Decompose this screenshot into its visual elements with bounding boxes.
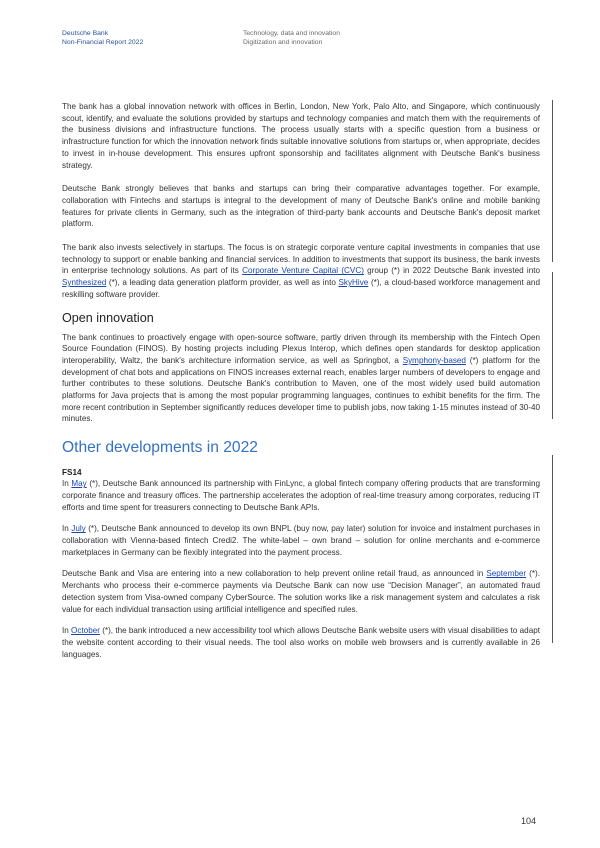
paragraph-startups: Deutsche Bank strongly believes that banks and startups can bring their comparative advantages together. For example, collaboration with Fintechs and startups is integral to the development of many of Deutsche Bank's online and mobile banking features for private clients in Germany, such as the integration of third-party bank accounts and Deutsche Bank's deposit market platform. <box>62 184 540 229</box>
subsection-title: Digitization and innovation <box>243 39 323 46</box>
paragraph-investments: The bank also invests selectively in startups. The focus is on strategic corporate venture capital investments in companies that use technology to support or enable banking and financial services. In addition to investments that support its business, the bank invests in enterprise technology solutions. As part of its Corporate Venture Capital (CVC) group (*) in 2022 Deutsche Bank invested into Synthesized (*), a leading data generation platform provider, as well as into SkyHive (*), a cloud-based workforce management and reskilling software provider. <box>62 243 540 299</box>
link-synthesized[interactable]: Synthesized <box>62 278 107 288</box>
change-bar <box>552 100 553 262</box>
page-number: 104 <box>521 816 537 826</box>
heading-open-innovation: Open innovation <box>62 310 154 325</box>
link-may[interactable]: May <box>71 479 87 489</box>
paragraph-october: In October (*), the bank introduced a new accessibility tool which allows Deutsche Bank website users with visual disabilities to adapt the website content according to their visual needs. The tool also works on mobile web browsers and is currently available in 26 languages. <box>62 626 540 659</box>
fs14-tag: FS14 <box>62 468 82 478</box>
link-corporate-venture-capital[interactable]: Corporate Venture Capital (CVC) <box>242 266 364 276</box>
change-bar <box>552 455 553 643</box>
link-october[interactable]: October <box>71 626 100 636</box>
paragraph-open-source: The bank continues to proactively engage with open-source software, partly driven through its membership with the Fintech Open Source Foundation (FINOS). By hosting projects including Plexus Interop, which defines open standards for desktop application interoperability, Waltz, the bank's architecture information service, as well as Springbot, a Symphony-based (*) platform for the development of chat bots and applications on FINOS increases external reach, enables larger numbers of developers to engage and further contributes to these solutions. Deutsche Bank's contribution to Maven, one of the most widely used build automation platforms for Java projects that is among the most popular programming languages, continues to exhibit benefits for the firm. The more recent contribution in September significantly reduces developer time to publish jobs, now taking 1-15 minutes instead of 30-40 minutes. <box>62 332 540 424</box>
company-name: Deutsche Bank <box>62 30 109 37</box>
link-july[interactable]: July <box>71 524 86 534</box>
link-skyhive[interactable]: SkyHive <box>338 278 369 288</box>
paragraph-july: In July (*), Deutsche Bank announced to develop its own BNPL (buy now, pay later) solution for invoice and instalment purchases in collaboration with Vienna-based fintech Credi2. The white-label – own brand – solution for online merchants and e-commerce marketplaces in Germany can be flexibly integrated into the payment process. <box>62 524 540 557</box>
link-september[interactable]: September <box>486 569 527 579</box>
report-header <box>62 29 143 47</box>
change-bar <box>552 272 553 419</box>
section-header <box>243 29 340 47</box>
section-title: Technology, data and innovation <box>243 30 340 37</box>
main-content <box>62 101 540 660</box>
paragraph-september: Deutsche Bank and Visa are entering into a new collaboration to help prevent online retail fraud, as announced in September (*). Merchants who process their e-commerce payments via Deutsche Bank can now use “Decision Manager”, an automated fraud detection system from Visa-owned company CyberSource. The solution works like a risk management system and calculates a risk value for each individual transaction using artificial intelligence and specified rules. <box>62 569 540 614</box>
paragraph-innovation-network: The bank has a global innovation network with offices in Berlin, London, New York, Palo Alto, and Singapore, which continuously scout, identify, and evaluate the solutions provided by startups and technology companies and match them with the requirements of the business divisions and infrastructure functions. The process usually starts with a specific question from a business or infrastructure function for which the innovation network finds suitable innovative solutions from startups or, when appropriate, decides to invest in in-house development. This ensures upfront sponsorship and facilitates alignment with Deutsche Bank's business strategy. <box>62 102 540 170</box>
report-title: Non-Financial Report 2022 <box>62 39 144 46</box>
link-symphony[interactable]: Symphony-based <box>402 355 466 365</box>
heading-other-developments: Other developments in 2022 <box>62 439 258 457</box>
paragraph-may: In May (*), Deutsche Bank announced its partnership with FinLync, a global fintech company offering products that are transforming corporate finance and treasury offices. The partnership accelerates the adoption of real-time treasury among corporates, reducing IT efforts and time spent for treasurers connecting to Deutsche Bank APIs. <box>62 479 540 512</box>
